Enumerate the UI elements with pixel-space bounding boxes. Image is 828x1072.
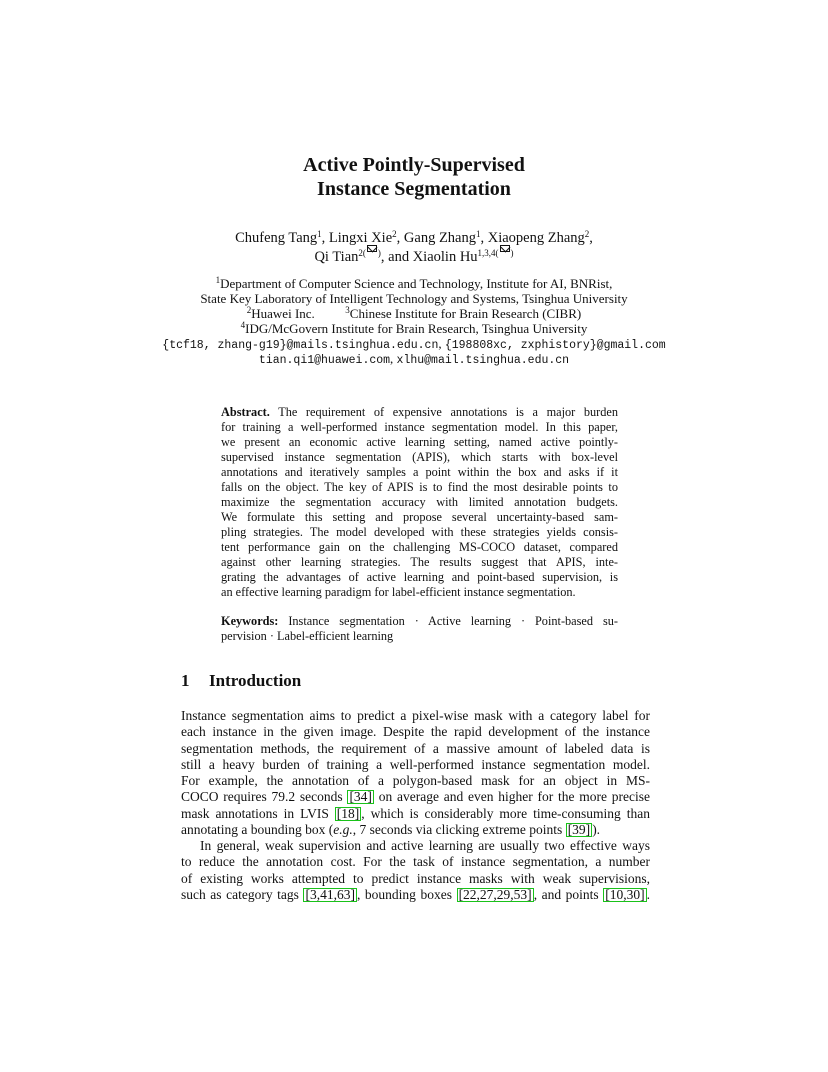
citation-link[interactable]: [10,30] <box>605 886 645 902</box>
body-line: of existing works attempted to predict instance masks with weak supervisions, <box>181 870 650 886</box>
abstract <box>221 405 618 600</box>
affiliation-text: Chinese Institute for Brain Research (CIBR) <box>349 306 582 321</box>
separator: , <box>321 230 329 246</box>
body-text: ). <box>592 822 601 838</box>
body-line: segmentation methods, the requirement of a massive amount of labeled data is <box>181 740 650 756</box>
affiliation-2-3 <box>0 306 828 321</box>
email-address: {tcf18, zhang-g19}@mails.tsinghua.edu.cn <box>162 339 439 352</box>
affiliation-text: IDG/McGovern Institute for Brain Research, Tsinghua University <box>245 321 588 336</box>
email-address: tian.qi1@huawei.com <box>258 354 391 367</box>
body-text: , 7 seconds via clicking extreme points <box>352 822 566 838</box>
abstract-line: falls on the object. The key of APIS is to find the most desirable points to <box>221 480 618 494</box>
corresponding-author-envelope-icon: ( ) <box>496 248 514 258</box>
body-text: . <box>646 886 651 902</box>
affiliation-marker: 1 <box>317 229 322 239</box>
keywords-label: Keywords: <box>221 614 279 628</box>
keywords-line: pervision · Label-efficient learning <box>221 629 394 643</box>
abstract-line: an effective learning paradigm for label-efficient instance segmentation. <box>221 585 576 599</box>
citation-link[interactable]: [22,27,29,53] <box>458 886 532 902</box>
body-text: annotating a bounding box ( <box>181 822 334 838</box>
keywords-line <box>221 614 618 629</box>
body-text: e.g. <box>333 822 353 838</box>
abstract-line: pling strategies. The model developed with these strategies yields consis- <box>221 525 618 539</box>
body-text: , which is considerably more time-consuming than <box>361 805 650 821</box>
citation-link[interactable]: [34] <box>349 789 372 805</box>
author-list-line-2 <box>0 245 828 267</box>
corresponding-author-envelope-icon: ( ) <box>363 248 381 258</box>
body-text: COCO requires 79.2 seconds <box>181 789 348 805</box>
affiliation-4 <box>0 321 828 336</box>
affiliation-marker: 2 <box>358 248 363 258</box>
citation-link[interactable]: [3,41,63] <box>305 886 355 902</box>
body-line <box>181 789 650 805</box>
author-name: Lingxi Xie <box>328 230 393 246</box>
affiliation-marker: 2 <box>584 229 590 239</box>
body-line <box>181 822 650 838</box>
abstract-line: grating the advantages of active learning and point-based supervision, is <box>221 570 618 584</box>
affiliation-text: Huawei Inc. <box>251 306 315 321</box>
body-text: mask annotations in LVIS <box>181 805 335 821</box>
abstract-line: supervised instance segmentation (APIS), which starts with box-level <box>221 450 618 464</box>
affiliation-marker: 1 <box>215 275 221 285</box>
abstract-line: annotations and iteratively samples a point within the box and asks if it <box>221 465 618 479</box>
email-address: {198808xc, zxphistory}@gmail.com <box>444 339 666 352</box>
body-line: still a heavy burden of training a well-performed instance segmentation model. <box>181 756 650 772</box>
body-line <box>181 887 650 903</box>
abstract-line: tent performance gain on the challenging MS-COCO dataset, compared <box>221 540 618 554</box>
abstract-line: against other learning strategies. The results suggest that APIS, inte- <box>221 555 618 569</box>
author-name: Chufeng Tang <box>235 230 318 246</box>
body-line: For example, the annotation of a polygon-based mask for an object in MS- <box>181 773 650 789</box>
abstract-line: We formulate this setting and propose several uncertainty-based sam- <box>221 510 618 524</box>
affiliation-marker: 1,3,4 <box>477 248 496 258</box>
body-text: , and points <box>533 886 604 902</box>
affiliation-marker: 2 <box>246 305 252 315</box>
keywords <box>221 614 618 644</box>
paper-title-line-1: Active Pointly-Supervised <box>303 154 525 176</box>
introduction-paragraph-2 <box>181 838 650 903</box>
body-line: In general, weak supervision and active learning are usually two effective ways <box>200 838 650 853</box>
separator: , <box>396 230 404 246</box>
affiliation-marker: 1 <box>475 229 481 239</box>
abstract-line: we present an economic active learning setting, named active pointly- <box>221 435 618 449</box>
email-line-2 <box>0 351 828 368</box>
affiliation-text: Department of Computer Science and Technology, Institute for AI, BNRist, <box>220 276 613 291</box>
affiliation-marker: 2 <box>392 229 397 239</box>
author-name: Qi Tian <box>314 249 359 265</box>
affiliation-marker: 4 <box>240 320 246 330</box>
citation-link[interactable]: [18] <box>336 805 360 821</box>
citation-link[interactable]: [39] <box>567 822 591 838</box>
separator: , <box>438 336 445 351</box>
separator: , <box>480 230 488 246</box>
section-title: Introduction <box>209 671 302 690</box>
section-heading-introduction <box>181 671 301 691</box>
body-line: to reduce the annotation cost. For the task of instance segmentation, a number <box>181 854 650 870</box>
separator: , <box>589 230 593 246</box>
email-address: xlhu@mail.tsinghua.edu.cn <box>396 354 570 367</box>
author-name: Xiaopeng Zhang <box>487 230 585 246</box>
body-text: on average and even higher for the more precise <box>373 789 650 805</box>
abstract-text: The requirement of expensive annotations is a major burden <box>269 405 618 419</box>
affiliation-1-continued: State Key Laboratory of Intelligent Technology and Systems, Tsinghua University <box>200 291 628 306</box>
abstract-line <box>221 405 618 420</box>
paper-title-line-2: Instance Segmentation <box>317 178 511 200</box>
affiliation-1 <box>0 276 828 291</box>
abstract-line: for training a well-performed instance segmentation model. In this paper, <box>221 420 618 434</box>
affiliation-marker: 3 <box>345 305 350 315</box>
author-name: Gang Zhang <box>403 230 476 246</box>
abstract-label: Abstract. <box>221 405 270 419</box>
keywords-text: Instance segmentation · Active learning · Point-based su- <box>278 614 618 628</box>
body-text: , bounding boxes <box>356 886 457 902</box>
section-number: 1 <box>181 671 190 690</box>
introduction-paragraph-1 <box>181 708 650 838</box>
author-text: , and Xiaolin Hu <box>380 249 478 265</box>
body-line <box>181 806 650 822</box>
body-line: Instance segmentation aims to predict a pixel-wise mask with a category label for <box>181 708 650 723</box>
abstract-line: maximize the segmentation accuracy with limited annotation budgets. <box>221 495 618 509</box>
body-text: such as category tags <box>181 886 304 902</box>
separator: , <box>390 351 397 366</box>
body-line: each instance in the given image. Despite the rapid development of the instance <box>181 724 650 740</box>
